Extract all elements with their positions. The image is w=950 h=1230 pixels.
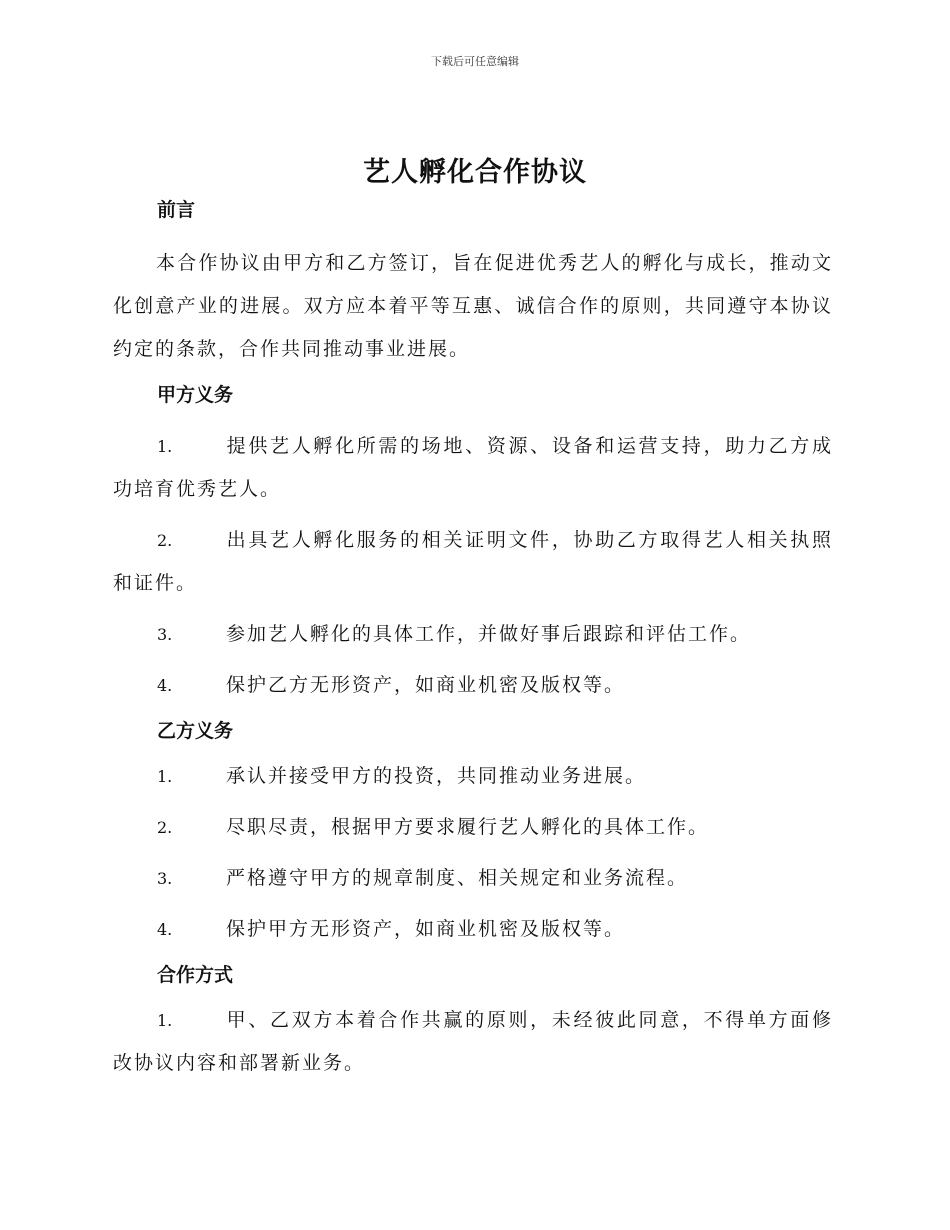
item-number: 2.: [157, 531, 173, 550]
list-item: [113, 425, 833, 511]
list-item: [113, 519, 833, 605]
item-number: 3.: [157, 869, 173, 888]
list-item: [113, 664, 833, 707]
item-text: 出具艺人孵化服务的相关证明文件，协助乙方取得艺人相关执照和证件。: [113, 529, 833, 594]
item-text: 甲、乙双方本着合作共赢的原则，未经彼此同意，不得单方面修改协议内容和部署新业务。: [113, 1009, 833, 1074]
list-item: [113, 613, 833, 656]
item-text: 保护乙方无形资产，如商业机密及版权等。: [226, 674, 626, 696]
item-number: 4.: [157, 920, 173, 939]
list-item: [113, 857, 833, 900]
item-number: 3.: [157, 625, 173, 644]
section-heading-party-b: 乙方义务: [157, 720, 234, 742]
item-text: 提供艺人孵化所需的场地、资源、设备和运营支持，助力乙方成功培育优秀艺人。: [113, 435, 833, 500]
section-heading-cooperation: 合作方式: [157, 964, 234, 986]
item-number: 2.: [157, 818, 173, 837]
item-text: 保护甲方无形资产，如商业机密及版权等。: [226, 918, 626, 940]
page-header: 下载后可任意编辑: [431, 55, 519, 68]
preface-paragraph: 本合作协议由甲方和乙方签订，旨在促进优秀艺人的孵化与成长，推动文化创意产业的进展。双方应本着平等互惠、诚信合作的原则，共同遵守本协议约定的条款，合作共同推动事业进展。: [113, 252, 833, 360]
section-heading-preface: 前言: [157, 199, 196, 221]
document-body: [113, 196, 833, 1085]
list-item: [113, 755, 833, 798]
item-number: 4.: [157, 676, 173, 695]
item-text: 参加艺人孵化的具体工作，并做好事后跟踪和评估工作。: [226, 623, 752, 645]
item-number: 1.: [157, 767, 173, 786]
list-item: [113, 999, 833, 1085]
item-text: 承认并接受甲方的投资，共同推动业务进展。: [226, 765, 647, 787]
item-text: 尽职尽责，根据甲方要求履行艺人孵化的具体工作。: [226, 816, 710, 838]
document-title: 艺人孵化合作协议: [363, 157, 587, 188]
item-text: 严格遵守甲方的规章制度、相关规定和业务流程。: [226, 867, 689, 889]
item-number: 1.: [157, 1011, 173, 1030]
section-heading-party-a: 甲方义务: [157, 384, 234, 406]
item-number: 1.: [157, 437, 173, 456]
list-item: [113, 806, 833, 849]
list-item: [113, 908, 833, 951]
